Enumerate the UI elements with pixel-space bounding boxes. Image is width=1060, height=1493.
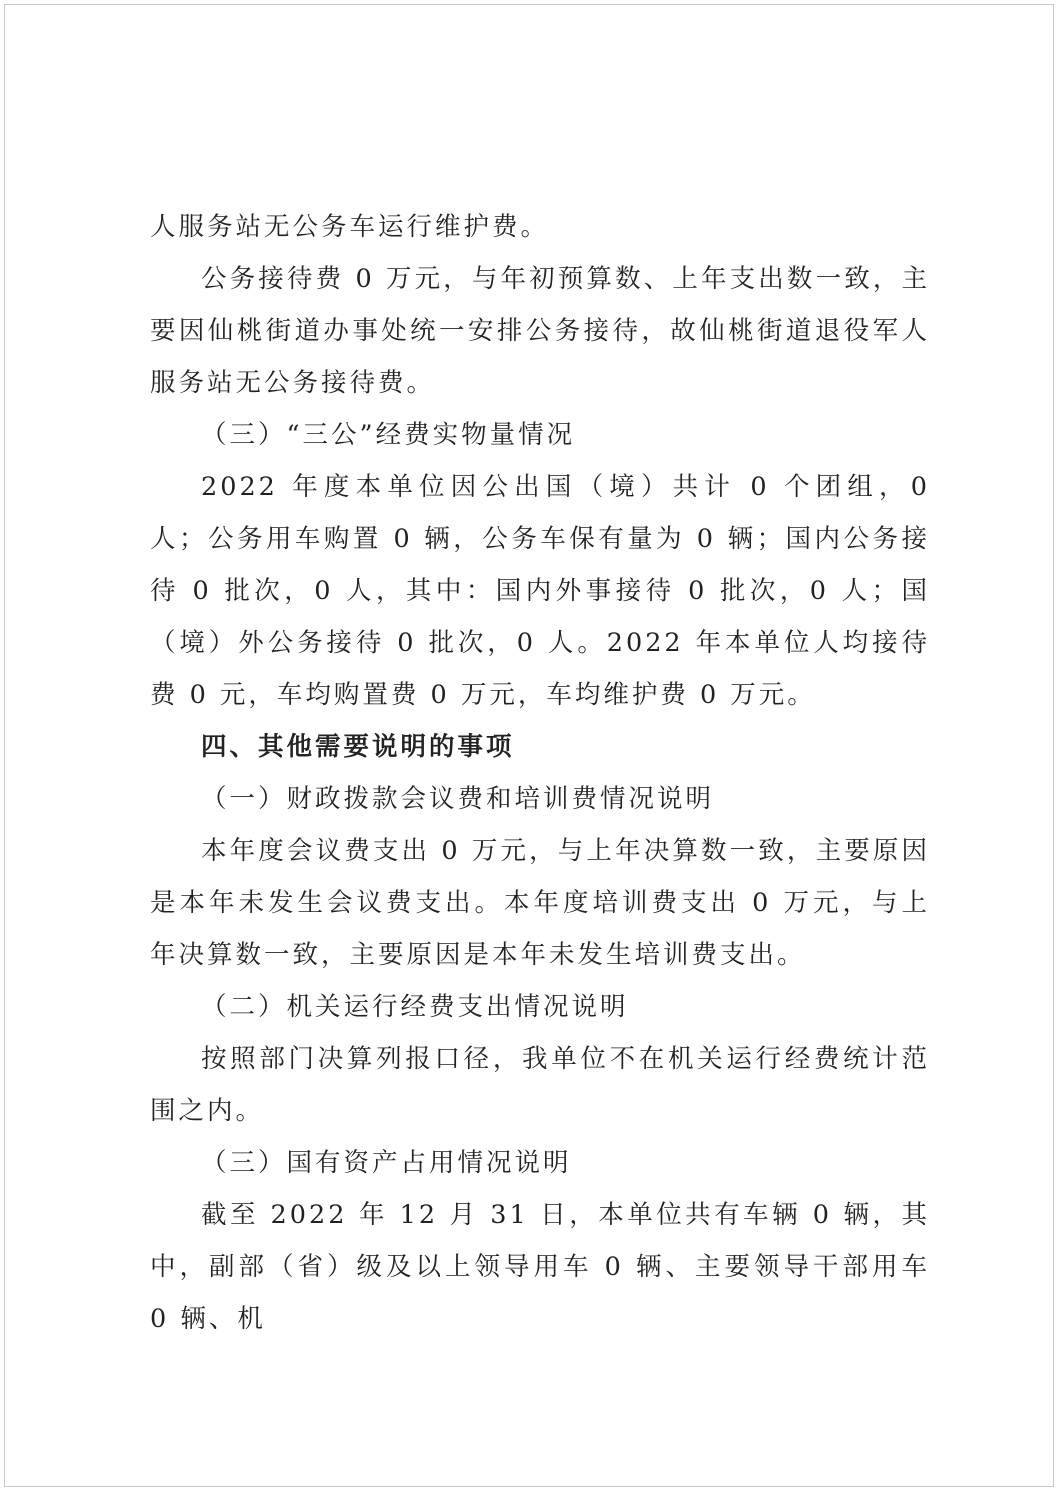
paragraph-vehicle-maintenance-tail: 人服务站无公务车运行维护费。 bbox=[150, 212, 550, 242]
paragraph-reception-expense: 公务接待费 0 万元，与年初预算数、上年支出数一致，主要因仙桃街道办事处统一安排公务接待，故仙桃街道退役军人服务站无公务接待费。 bbox=[150, 264, 930, 398]
paragraph-organ-operating-details: 按照部门决算列报口径，我单位不在机关运行经费统计范围之内。 bbox=[150, 1044, 930, 1126]
document-page bbox=[4, 4, 1054, 1487]
heading-three-public-physical-quantity: （三）“三公”经费实物量情况 bbox=[201, 420, 576, 450]
heading-other-matters: 四、其他需要说明的事项 bbox=[201, 732, 515, 762]
paragraph-state-assets-details: 截至 2022 年 12 月 31 日，本单位共有车辆 0 辆，其中，副部（省）级及以上领导用车 0 辆、主要领导干部用车 0 辆、机 bbox=[150, 1200, 930, 1334]
heading-organ-operating-expense: （二）机关运行经费支出情况说明 bbox=[201, 992, 629, 1022]
paragraph-physical-quantity-details: 2022 年度本单位因公出国（境）共计 0 个团组，0 人；公务用车购置 0 辆，公务车保有量为 0 辆；国内公务接待 0 批次，0 人，其中：国内外事接待 0 批次，0 人；国（境）外公务接待 0 批次，0 人。2022 年本单位人均接待费 0 元，车均购置费 0 万元，车均维护费 0 万元。 bbox=[150, 472, 930, 710]
heading-state-assets: （三）国有资产占用情况说明 bbox=[201, 1148, 572, 1178]
document-body bbox=[150, 201, 930, 1345]
paragraph-meeting-training-details: 本年度会议费支出 0 万元，与上年决算数一致，主要原因是本年未发生会议费支出。本年度培训费支出 0 万元，与上年决算数一致，主要原因是本年未发生培训费支出。 bbox=[150, 836, 930, 970]
heading-meeting-training-expense: （一）财政拨款会议费和培训费情况说明 bbox=[201, 784, 715, 814]
